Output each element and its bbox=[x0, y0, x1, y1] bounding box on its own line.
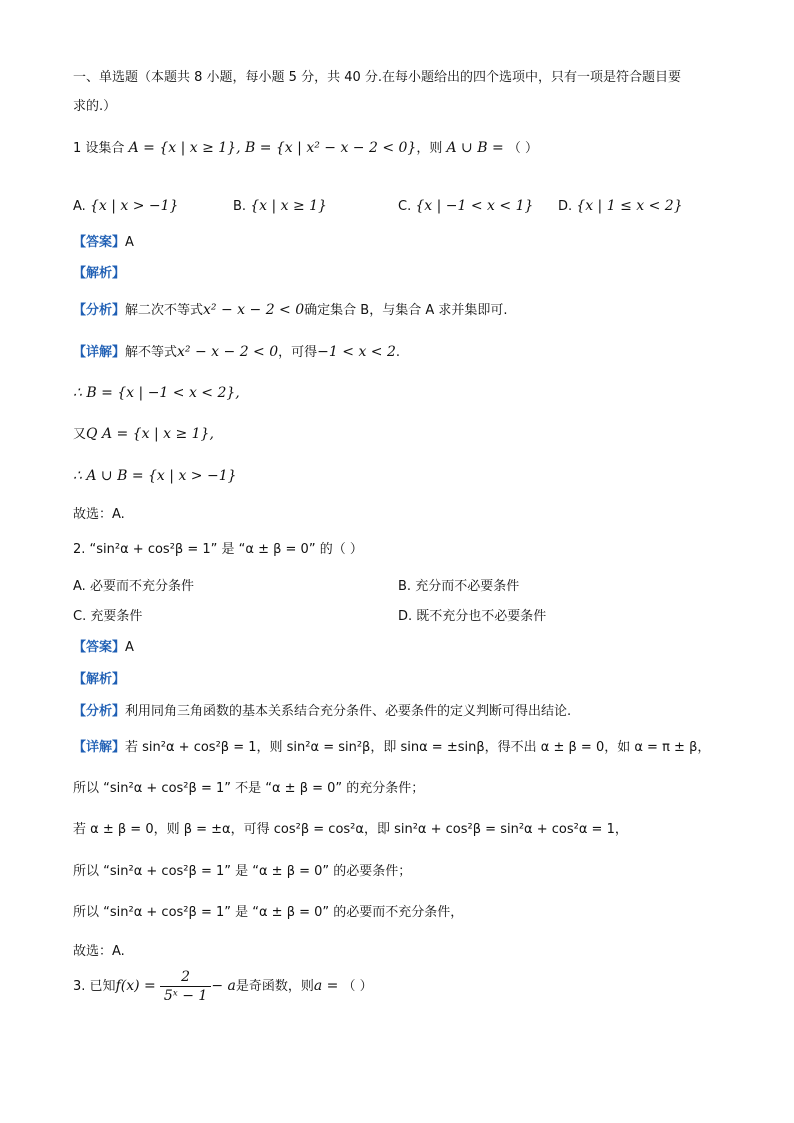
answer-tag: 【答案】 bbox=[73, 235, 126, 250]
q1-step1: ∴ B = {x | −1 < x < 2}, bbox=[73, 385, 240, 401]
q1-union: A ∪ B = bbox=[446, 140, 504, 156]
q1-set-expression: A = {x | x ≥ 1}, B = {x | x² − x − 2 < 0} bbox=[128, 140, 417, 156]
q1-stem-b: ，则 bbox=[416, 141, 443, 156]
q2-choice-a: A. 必要而不充分条件 bbox=[73, 579, 194, 594]
section-heading-line2: 求的.） bbox=[73, 99, 117, 114]
q3-a-eq: a = bbox=[313, 978, 339, 994]
q2-conclusion: 故选：A. bbox=[73, 944, 125, 959]
q3-stem bbox=[73, 966, 373, 1007]
q2-choice-c: C. 充要条件 bbox=[73, 609, 143, 624]
q1-analysis-tag: 【解析】 bbox=[73, 266, 126, 281]
q2-analysis-tag: 【解析】 bbox=[73, 672, 126, 687]
q1-blank: （ ） bbox=[507, 141, 538, 156]
q2-choice-b: B. 充分而不必要条件 bbox=[398, 579, 520, 594]
q2-line2: 所以 “sin²α + cos²β = 1” 不是 “α ± β = 0” 的充分条件； bbox=[73, 781, 425, 796]
q3-number: 3. bbox=[73, 979, 86, 994]
q3-fraction-denominator: 5ˣ − 1 bbox=[163, 988, 208, 1004]
q1-xiangjie: 【详解】解不等式x² − x − 2 < 0，可得−1 < x < 2. bbox=[73, 344, 401, 360]
q2-line4: 所以 “sin²α + cos²β = 1” 是 “α ± β = 0” 的必要条件； bbox=[73, 864, 412, 879]
q1-stem bbox=[73, 138, 538, 159]
q1-choice-d: D. {x | 1 ≤ x < 2} bbox=[558, 198, 683, 214]
q2-xiangjie-line1: 【详解】若 sin²α + cos²β = 1，则 sin²α = sin²β，即 sinα = ±sinβ，得不出 α ± β = 0，如 α = π ± β， bbox=[73, 740, 711, 755]
q1-choice-a: A. {x | x > −1} bbox=[73, 198, 179, 214]
q2-line5: 所以 “sin²α + cos²β = 1” 是 “α ± β = 0” 的必要而不充分条件， bbox=[73, 905, 464, 920]
q1-fenxi: 【分析】解二次不等式x² − x − 2 < 0确定集合 B，与集合 A 求并集即可. bbox=[73, 302, 508, 318]
q2-line3: 若 α ± β = 0，则 β = ±α，可得 cos²β = cos²α，即 sin²α + cos²β = sin²α + cos²α = 1， bbox=[73, 822, 628, 837]
q2-answer: 【答案】A bbox=[73, 640, 134, 655]
q3-fx: f(x) = bbox=[115, 978, 156, 994]
q2-stem: 2. “sin²α + cos²β = 1” 是 “α ± β = 0” 的（ ） bbox=[73, 542, 363, 557]
q1-stem-a: 设集合 bbox=[85, 141, 125, 156]
q3-fraction bbox=[160, 968, 211, 1005]
q3-stem-a: 已知 bbox=[89, 979, 116, 994]
q3-stem-b: 是奇函数，则 bbox=[235, 979, 314, 994]
q1-number: 1 bbox=[73, 141, 82, 156]
q1-choice-c: C. {x | −1 < x < 1} bbox=[398, 198, 534, 214]
q1-answer: 【答案】A bbox=[73, 235, 134, 250]
q1-choice-b: B. {x | x ≥ 1} bbox=[233, 198, 327, 214]
q3-fraction-numerator: 2 bbox=[160, 968, 211, 987]
q1-step2: 又Q A = {x | x ≥ 1}, bbox=[73, 426, 214, 442]
q1-conclusion: 故选：A. bbox=[73, 507, 125, 522]
q2-choice-d: D. 既不充分也不必要条件 bbox=[398, 609, 547, 624]
q3-blank: （ ） bbox=[342, 979, 373, 994]
q3-minus-a: − a bbox=[211, 978, 236, 994]
q1-step3: ∴ A ∪ B = {x | x > −1} bbox=[73, 468, 237, 484]
section-heading-line1: 一、单选题（本题共 8 小题，每小题 5 分，共 40 分.在每小题给出的四个选项中，只有一项是符合题目要 bbox=[73, 70, 682, 85]
q2-fenxi: 【分析】利用同角三角函数的基本关系结合充分条件、必要条件的定义判断可得出结论. bbox=[73, 704, 572, 719]
